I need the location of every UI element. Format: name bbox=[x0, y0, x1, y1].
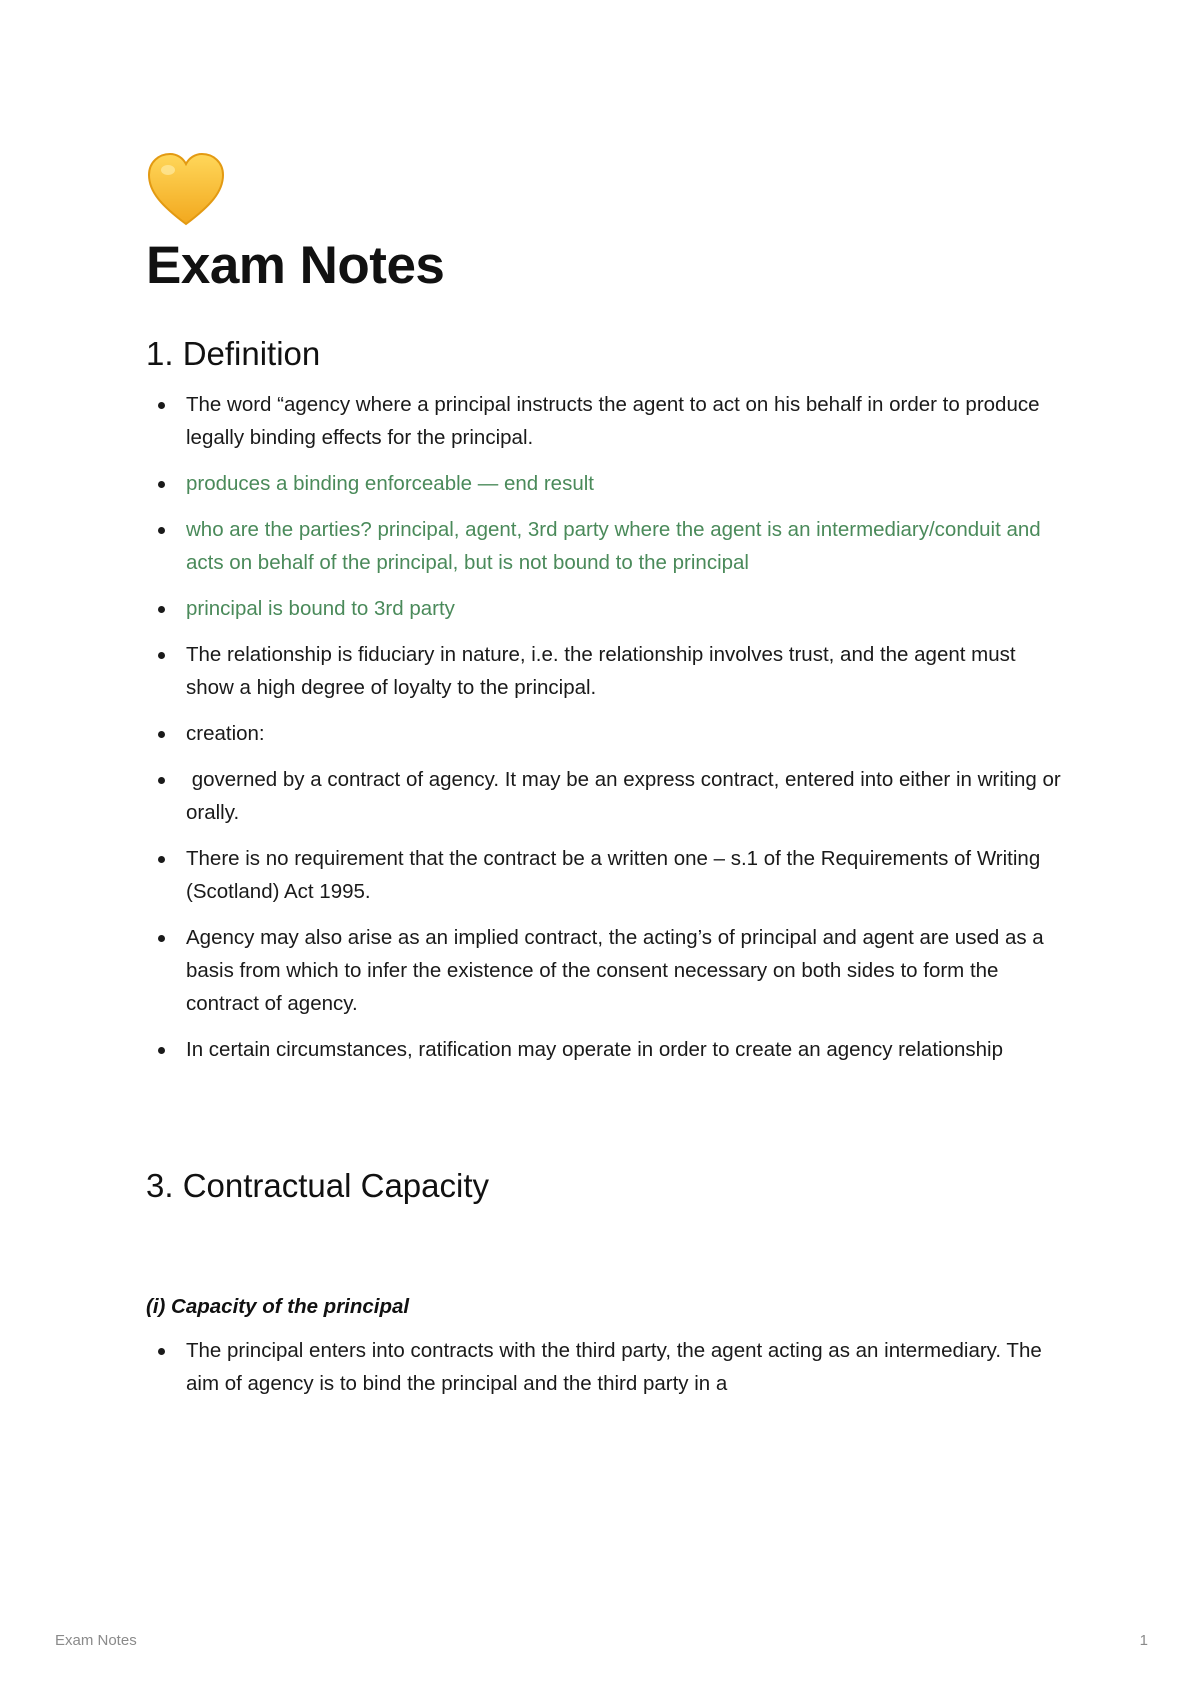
bullet-dot bbox=[158, 731, 165, 738]
list-item: principal is bound to 3rd party bbox=[146, 592, 1066, 625]
list-item: Agency may also arise as an implied contract, the acting’s of principal and agent are used as a basis from which to infer the existence of the consent necessary on both sides to form the contract of agency. bbox=[146, 921, 1066, 1020]
list-item: who are the parties? principal, agent, 3rd party where the agent is an intermediary/conduit and acts on behalf of the principal, but is not bound to the principal bbox=[146, 513, 1066, 579]
list-item: The relationship is fiduciary in nature, i.e. the relationship involves trust, and the agent must show a high degree of loyalty to the principal. bbox=[146, 638, 1066, 704]
bullet-dot bbox=[158, 1348, 165, 1355]
bullet-dot bbox=[158, 856, 165, 863]
section-heading-contractual-capacity: 3. Contractual Capacity bbox=[146, 1167, 490, 1204]
capacity-bullet-list bbox=[146, 1334, 1066, 1400]
list-item: creation: bbox=[146, 717, 1066, 750]
bullet-dot bbox=[158, 1047, 165, 1054]
bullet-dot bbox=[158, 777, 165, 784]
bullet-dot bbox=[158, 527, 165, 534]
list-item: There is no requirement that the contract be a written one – s.1 of the Requirements of Writing (Scotland) Act 1995. bbox=[146, 842, 1066, 908]
document-content bbox=[146, 150, 1066, 1413]
bullet-dot bbox=[158, 652, 165, 659]
bullet-dot bbox=[158, 481, 165, 488]
list-item: The principal enters into contracts with the third party, the agent acting as an intermediary. The aim of agency is to bind the principal and the third party in a bbox=[146, 1334, 1066, 1400]
bullet-dot bbox=[158, 935, 165, 942]
list-item: In certain circumstances, ratification may operate in order to create an agency relationship bbox=[146, 1033, 1066, 1066]
footer-document-title: Exam Notes bbox=[55, 1632, 137, 1649]
list-item: governed by a contract of agency. It may be an express contract, entered into either in writing or orally. bbox=[146, 763, 1066, 829]
yellow-heart-icon bbox=[146, 150, 226, 230]
bullet-dot bbox=[158, 402, 165, 409]
bullet-dot bbox=[158, 606, 165, 613]
list-item: produces a binding enforceable — end result bbox=[146, 467, 1066, 500]
list-item: The word “agency where a principal instructs the agent to act on his behalf in order to produce legally binding effects for the principal. bbox=[146, 388, 1066, 454]
subheading-capacity-of-principal: (i) Capacity of the principal bbox=[146, 1295, 410, 1318]
document-title: Exam Notes bbox=[146, 236, 445, 295]
section-heading-definition: 1. Definition bbox=[146, 335, 321, 372]
footer-page-number: 1 bbox=[1139, 1632, 1148, 1649]
definition-bullet-list bbox=[146, 388, 1066, 1066]
